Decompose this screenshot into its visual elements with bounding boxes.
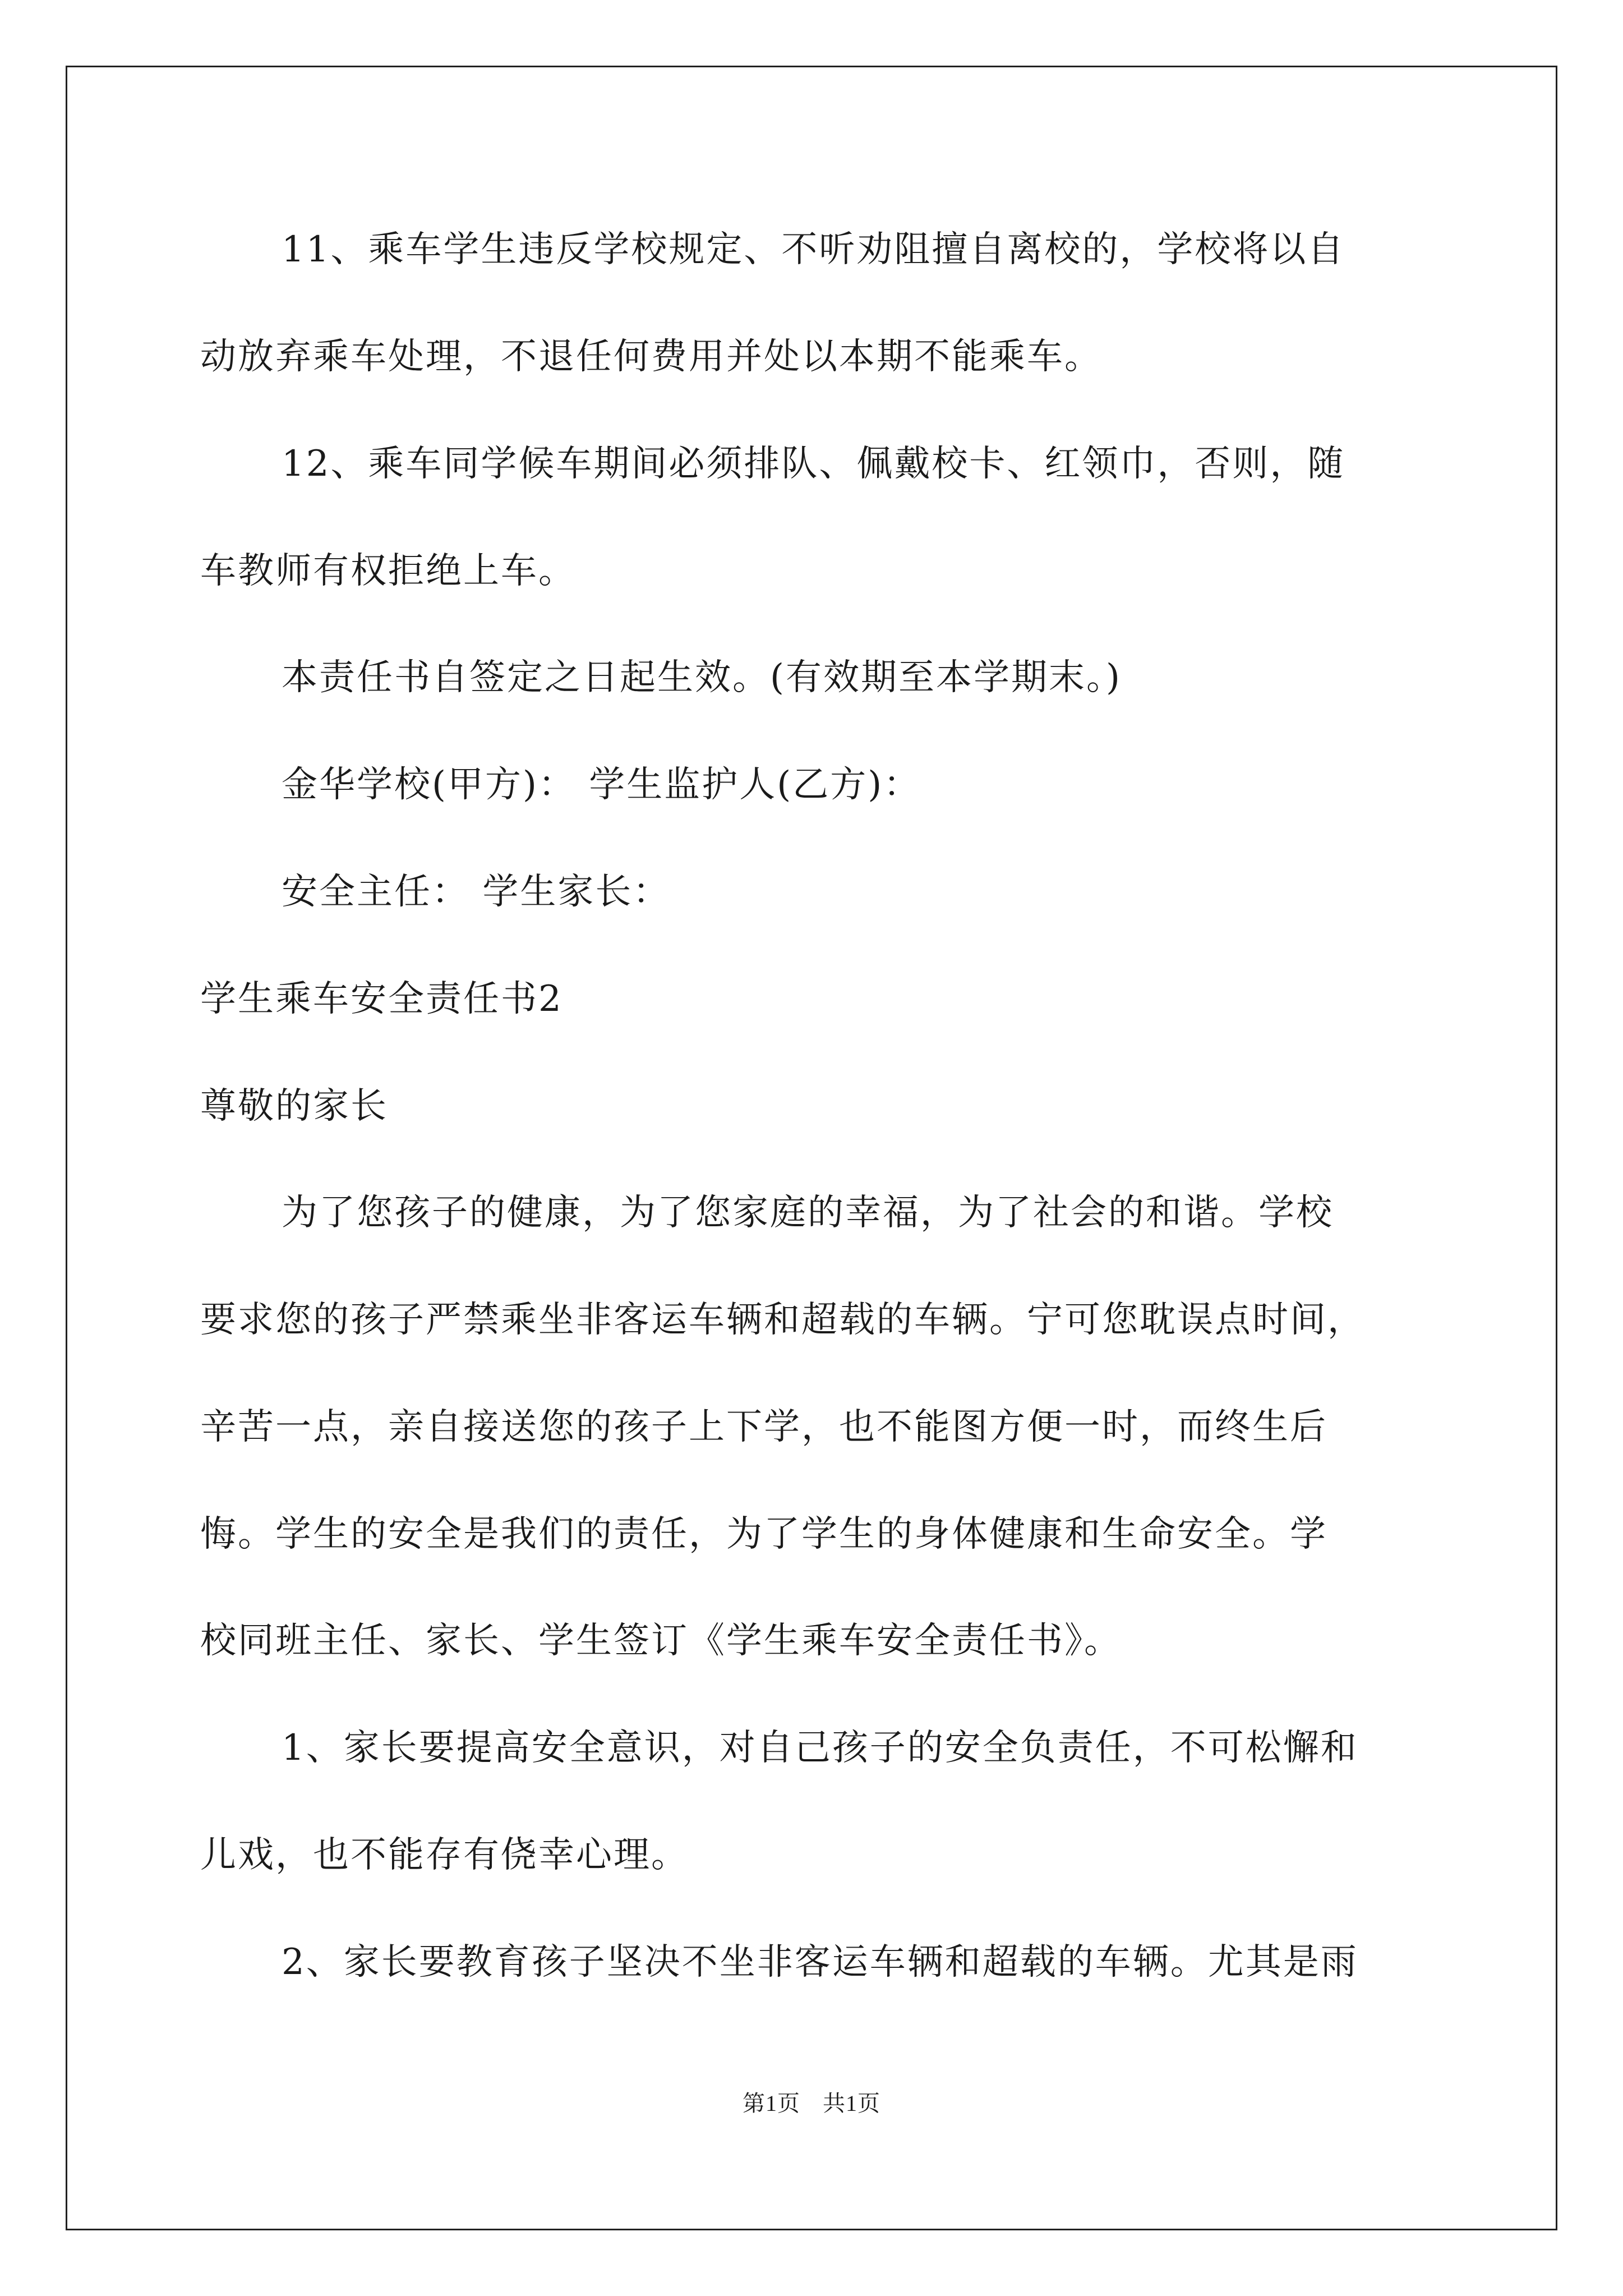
paragraph-line: 车教师有权拒绝上车。 — [200, 550, 576, 592]
paragraph-line: 2、家长要教育孩子坚决不坐非客运车辆和超载的车辆。尤其是雨 — [282, 1941, 1358, 1983]
paragraph-line: 校同班主任、家长、学生签订《学生乘车安全责任书》。 — [200, 1620, 1122, 1662]
paragraph-line: 11、乘车学生违反学校规定、不听劝阻擅自离校的，学校将以自 — [282, 229, 1345, 270]
page-footer — [0, 2090, 1623, 2118]
paragraph-line: 动放弃乘车处理，不退任何费用并处以本期不能乘车。 — [200, 336, 1102, 378]
salutation: 尊敬的家长 — [200, 1085, 388, 1127]
signature-line: 金华学校(甲方)： 学生监护人(乙方)： — [282, 764, 921, 806]
paragraph-line: 要求您的孩子严禁乘坐非客运车辆和超载的车辆。宁可您耽误点时间， — [200, 1299, 1365, 1341]
signature-line: 安全主任： 学生家长： — [282, 871, 671, 913]
page-number: 第1页 — [743, 2091, 800, 2116]
paragraph-line: 12、乘车同学候车期间必须排队、佩戴校卡、红领巾，否则，随 — [282, 443, 1345, 485]
paragraph-line: 为了您孩子的健康，为了您家庭的幸福，为了社会的和谐。学校 — [282, 1192, 1334, 1234]
page-frame — [66, 66, 1557, 2230]
paragraph-line: 悔。学生的安全是我们的责任，为了学生的身体健康和生命安全。学 — [200, 1513, 1327, 1555]
paragraph-line: 本责任书自签定之日起生效。(有效期至本学期末。) — [282, 657, 1122, 698]
paragraph-line: 辛苦一点，亲自接送您的孩子上下学，也不能图方便一时，而终生后 — [200, 1406, 1327, 1448]
paragraph-line: 儿戏，也不能存有侥幸心理。 — [200, 1834, 689, 1876]
section-title: 学生乘车安全责任书2 — [200, 978, 563, 1020]
page-total: 共1页 — [823, 2091, 880, 2116]
paragraph-line: 1、家长要提高安全意识，对自己孩子的安全负责任，不可松懈和 — [282, 1727, 1358, 1769]
